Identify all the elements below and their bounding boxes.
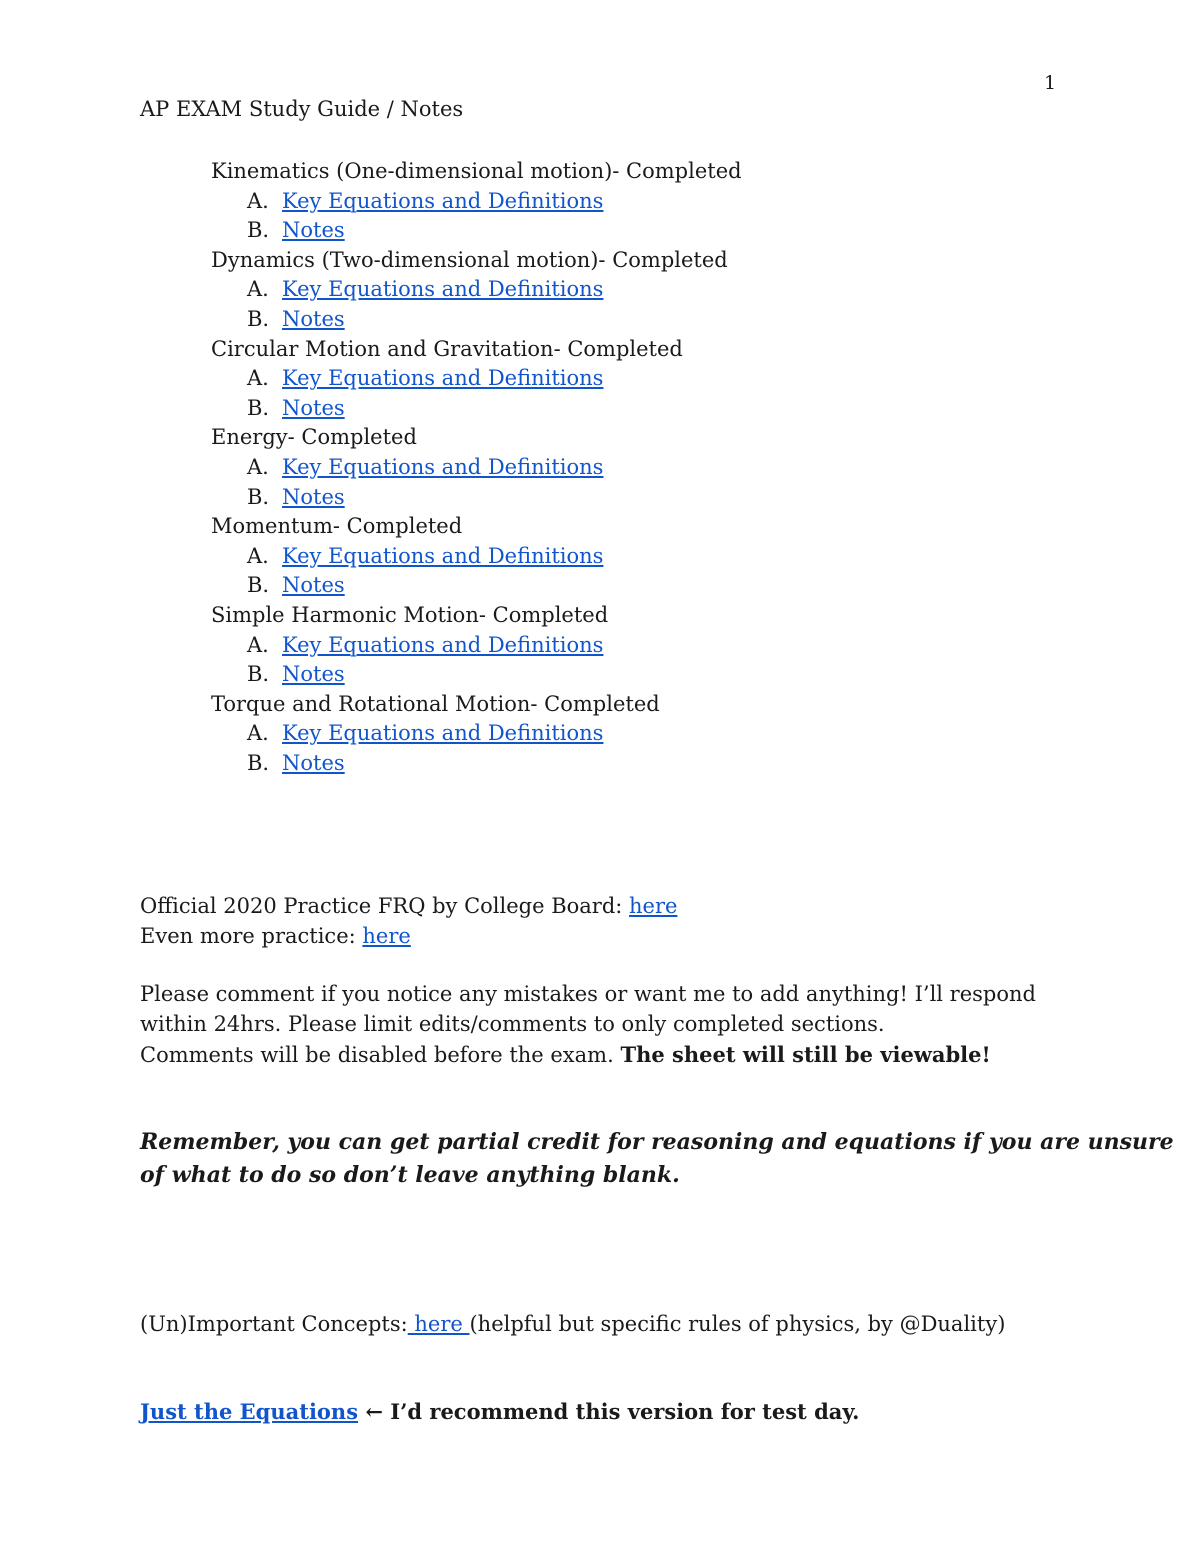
section-title: Energy- Completed (211, 425, 417, 450)
section-heading (0, 601, 1000, 631)
section-subitem (0, 542, 1000, 572)
subitem-letter: A. (247, 277, 269, 302)
subitem-letter: A. (247, 454, 269, 479)
key-equations-link[interactable]: Key Equations and Definitions (282, 454, 604, 479)
key-equations-link[interactable]: Key Equations and Definitions (282, 632, 604, 657)
section-subitem (0, 631, 1000, 661)
more-practice-link[interactable]: here (362, 924, 411, 948)
section-heading (0, 690, 1000, 720)
section-title: Circular Motion and Gravitation- Completed (211, 336, 683, 361)
subitem-letter: A. (247, 721, 269, 746)
just-the-equations-link[interactable]: Just the Equations (140, 1399, 359, 1424)
reminder-line-2: of what to do so don’t leave anything blank. (140, 1162, 680, 1188)
official-practice-link[interactable]: here (629, 894, 678, 918)
concepts-suffix: (helpful but specific rules of physics, by @Duality) (469, 1312, 1006, 1336)
concepts-link[interactable]: here (407, 1312, 470, 1336)
key-equations-link[interactable]: Key Equations and Definitions (282, 543, 604, 568)
section-heading (0, 246, 1000, 276)
comments-line-1: Please comment if you notice any mistakes or want me to add anything! I’ll respond (140, 982, 1036, 1006)
subitem-letter: A. (247, 366, 269, 391)
subitem-letter: B. (247, 573, 270, 598)
outline-list (0, 157, 1000, 778)
document-title: AP EXAM Study Guide / Notes (140, 97, 464, 121)
subitem-letter: B. (247, 395, 270, 420)
section-subitem (0, 275, 1000, 305)
subitem-letter: B. (247, 662, 270, 687)
concepts-prefix: (Un)Important Concepts: (140, 1312, 408, 1336)
section-heading (0, 423, 1000, 453)
notes-link[interactable]: Notes (282, 306, 345, 331)
section-subitem (0, 394, 1000, 424)
reminder-line-1: Remember, you can get partial credit for reasoning and equations if you are unsure (140, 1129, 1174, 1155)
official-practice-line (140, 892, 677, 922)
equations-line (140, 1397, 859, 1427)
equations-recommendation: ← I’d recommend this version for test day. (358, 1399, 860, 1424)
notes-link[interactable]: Notes (282, 484, 345, 509)
section-subitem (0, 719, 1000, 749)
notes-link[interactable]: Notes (282, 218, 345, 243)
key-equations-link[interactable]: Key Equations and Definitions (282, 188, 604, 213)
more-practice-line (140, 922, 411, 952)
section-subitem (0, 749, 1000, 779)
comments-disabled-text: Comments will be disabled before the exam. (140, 1043, 621, 1067)
viewable-note: The sheet will still be viewable! (620, 1042, 991, 1067)
notes-link[interactable]: Notes (282, 395, 345, 420)
notes-link[interactable]: Notes (282, 750, 345, 775)
key-equations-link[interactable]: Key Equations and Definitions (282, 721, 604, 746)
page-number: 1 (1044, 72, 1057, 94)
section-subitem (0, 305, 1000, 335)
section-title: Torque and Rotational Motion- Completed (211, 691, 660, 716)
subitem-letter: A. (247, 188, 269, 213)
key-equations-link[interactable]: Key Equations and Definitions (282, 277, 604, 302)
subitem-letter: A. (247, 632, 269, 657)
section-title: Simple Harmonic Motion- Completed (211, 602, 609, 627)
section-heading (0, 157, 1000, 187)
more-practice-text: Even more practice: (140, 924, 363, 948)
subitem-letter: B. (247, 750, 270, 775)
section-title: Dynamics (Two-dimensional motion)- Completed (211, 247, 728, 272)
section-subitem (0, 364, 1000, 394)
section-heading (0, 335, 1000, 365)
key-equations-link[interactable]: Key Equations and Definitions (282, 366, 604, 391)
section-subitem (0, 660, 1000, 690)
subitem-letter: B. (247, 484, 270, 509)
section-subitem (0, 483, 1000, 513)
section-subitem (0, 216, 1000, 246)
concepts-line (140, 1310, 1005, 1340)
section-subitem (0, 187, 1000, 217)
section-subitem (0, 571, 1000, 601)
section-title: Momentum- Completed (211, 514, 463, 539)
notes-link[interactable]: Notes (282, 662, 345, 687)
subitem-letter: B. (247, 306, 270, 331)
section-title: Kinematics (One-dimensional motion)- Completed (211, 159, 742, 183)
section-subitem (0, 453, 1000, 483)
subitem-letter: A. (247, 543, 269, 568)
comments-line-2: within 24hrs. Please limit edits/comments to only completed sections. (140, 1012, 885, 1036)
notes-link[interactable]: Notes (282, 573, 345, 598)
comments-line-3 (140, 1040, 991, 1071)
official-practice-text: Official 2020 Practice FRQ by College Board: (140, 894, 630, 918)
subitem-letter: B. (247, 218, 270, 243)
section-heading (0, 512, 1000, 542)
